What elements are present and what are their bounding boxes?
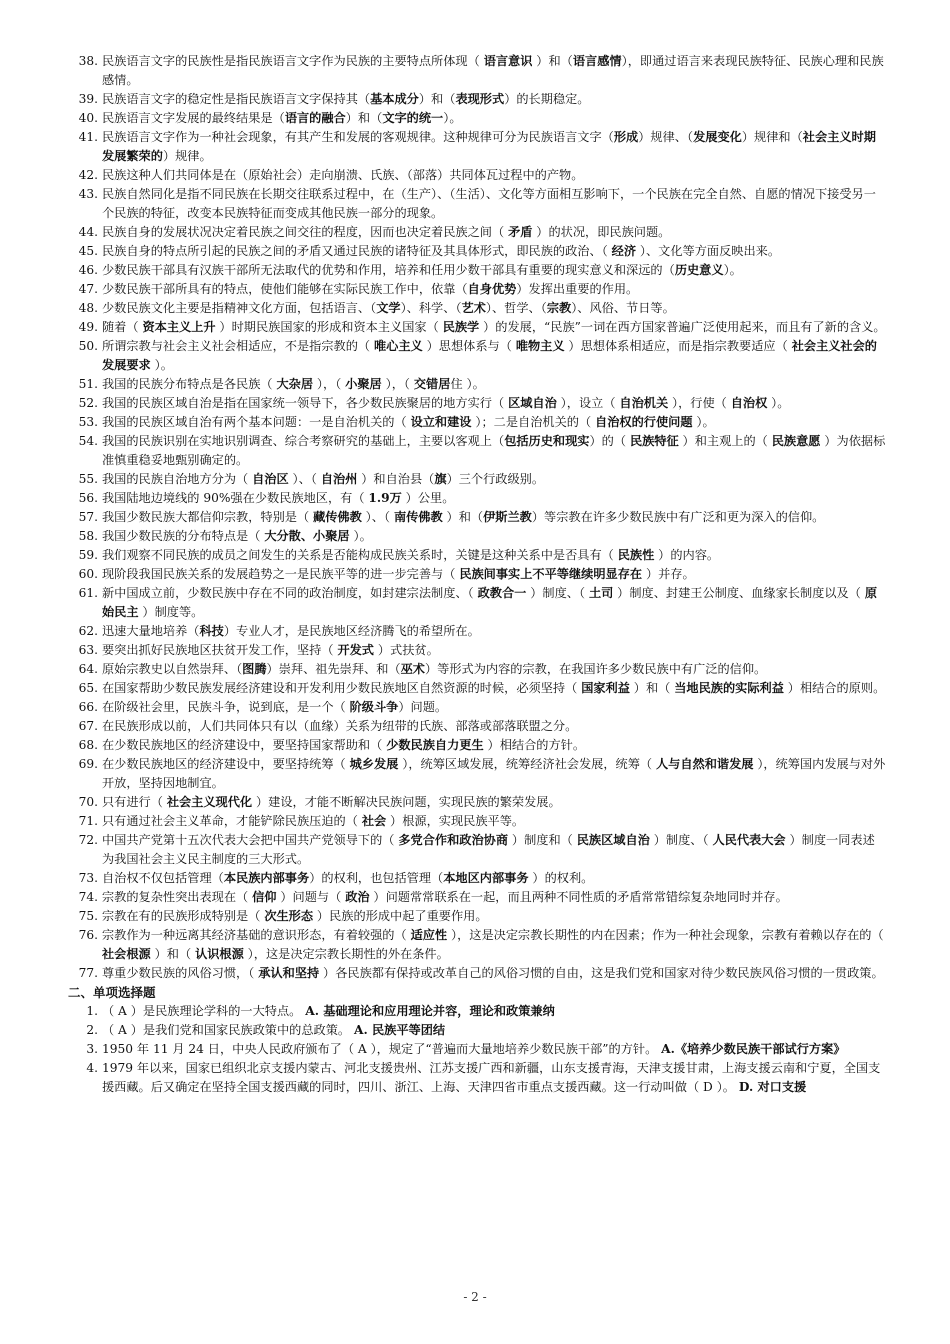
answer-text: 本民族内部事务 xyxy=(223,871,310,885)
item-number: 58. xyxy=(78,529,98,543)
item-text: 民族自身的发展状况决定着民族之间交往的程度，因而也决定着民族之间（ 矛盾 ）的状况，即民族问题。 xyxy=(102,225,671,239)
item-number: 50. xyxy=(78,339,98,353)
fill-item xyxy=(66,508,886,527)
answer-text: 认识根源 xyxy=(195,947,244,961)
item-number: 45. xyxy=(78,244,98,258)
answer-text: 文学 xyxy=(376,301,401,315)
item-number: 76. xyxy=(78,928,98,942)
fill-item xyxy=(66,394,886,413)
fill-item xyxy=(66,679,886,698)
item-number: 73. xyxy=(78,871,98,885)
item-text: 民族这种人们共同体是在（原始社会）走向崩溃、氏族、（部落）共同体瓦过程中的产物。 xyxy=(102,168,584,182)
answer-text: 唯心主义 xyxy=(374,339,423,353)
answer-text: 语言感情 xyxy=(572,54,622,68)
item-number: 55. xyxy=(78,472,98,486)
item-number: 1. xyxy=(86,1004,98,1018)
answer-text: 大杂居 xyxy=(276,377,314,391)
answer-text: 自身优势 xyxy=(467,282,517,296)
fill-item xyxy=(66,698,886,717)
answer-text: 设立和建设 xyxy=(410,415,472,429)
item-number: 51. xyxy=(78,377,98,391)
fill-item xyxy=(66,717,886,736)
answer-text: 民族性 xyxy=(617,548,655,562)
answer-text: 政教合一 xyxy=(477,586,527,600)
item-text: 少数民族干部所具有的特点，使他们能够在实际民族工作中，依靠（自身优势）发挥出重要的作用。 xyxy=(102,282,639,296)
answer-text: 社会主义现代化 xyxy=(166,795,253,809)
fill-item xyxy=(66,375,886,394)
answer-text: 信仰 xyxy=(252,890,277,904)
fill-item xyxy=(66,793,886,812)
item-text: 我国的民族识别在实地识别调查、综合考察研究的基础上，主要以客观上（包括历史和现实）的（ 民族特征 ）和主观上的（ 民族意愿 ）为依据标准慎重稳妥地甄别确定的。 xyxy=(102,434,886,467)
item-text: （ A ）是我们党和国家民族政策中的总政策。 A. 民族平等团结 xyxy=(102,1023,446,1037)
item-number: 72. xyxy=(78,833,98,847)
item-text: 自治权不仅包括管理（本民族内部事务）的权利，也包括管理（本地区内部事务 ）的权利。 xyxy=(102,871,594,885)
item-number: 62. xyxy=(78,624,98,638)
item-text: 在阶级社会里，民族斗争，说到底，是一个（ 阶级斗争）问题。 xyxy=(102,700,448,714)
item-number: 71. xyxy=(78,814,98,828)
answer-text: 艺术 xyxy=(461,301,486,315)
fill-item xyxy=(66,622,886,641)
fill-item xyxy=(66,964,886,983)
fill-item xyxy=(66,337,886,375)
answer-text: 区域自治 xyxy=(508,396,557,410)
fill-item xyxy=(66,109,886,128)
answer-text: 包括历史和现实 xyxy=(504,434,590,448)
answer-text: 自治权 xyxy=(730,396,768,410)
fill-item xyxy=(66,926,886,964)
fill-item xyxy=(66,527,886,546)
fill-item xyxy=(66,318,886,337)
item-text: 民族自身的特点所引起的民族之间的矛盾又通过民族的诸特征及其具体形式，即民族的政治、（ 经济 ）、文化等方面反映出来。 xyxy=(102,244,781,258)
item-number: 39. xyxy=(78,92,98,106)
answer-text: 经济 xyxy=(611,244,637,258)
choice-item xyxy=(66,1021,886,1040)
answer-text: 基本成分 xyxy=(370,92,419,106)
answer-text: A. 基础理论和应用理论并容，理论和政策兼纳 xyxy=(305,1004,555,1018)
fill-item xyxy=(66,869,886,888)
question-list xyxy=(66,52,886,1097)
answer-text: 自治区 xyxy=(252,472,289,486)
item-number: 66. xyxy=(78,700,98,714)
answer-text: 适应性 xyxy=(410,928,448,942)
fill-item xyxy=(66,52,886,90)
fill-item xyxy=(66,565,886,584)
fill-item xyxy=(66,888,886,907)
answer-text: 语言的融合 xyxy=(284,111,346,125)
item-text: 我国的民族分布特点是各民族（ 大杂居 ），（ 小聚居 ），（ 交错居住 ）。 xyxy=(102,377,485,391)
answer-text: 民族区域自治 xyxy=(576,833,650,847)
fill-item xyxy=(66,907,886,926)
answer-text: 国家利益 xyxy=(581,681,630,695)
answer-text: 阶级斗争 xyxy=(349,700,399,714)
item-number: 60. xyxy=(78,567,98,581)
answer-text: 城乡发展 xyxy=(349,757,399,771)
answer-text: 自治机关 xyxy=(619,396,669,410)
fill-item xyxy=(66,90,886,109)
answer-text: 承认和坚持 xyxy=(258,966,320,980)
answer-text: 藏传佛教 xyxy=(313,510,362,524)
answer-text: 旗 xyxy=(434,472,447,486)
section-title: 二、单项选择题 xyxy=(68,985,156,1000)
item-text: （ A ）是民族理论学科的一大特点。 A. 基础理论和应用理论并容，理论和政策兼纳 xyxy=(102,1004,555,1018)
answer-text: 宗教 xyxy=(546,301,572,315)
answer-text: 发展变化 xyxy=(693,130,742,144)
item-text: 少数民族文化主要是指精神文化方面，包括语言、（文学）、科学、（艺术）、哲学、（宗教）、风俗、节日等。 xyxy=(102,301,675,315)
answer-text: 社会根源 xyxy=(102,947,151,961)
item-number: 53. xyxy=(78,415,98,429)
answer-text: 1.9万 xyxy=(368,491,402,505)
item-text: 我国少数民族大都信仰宗教，特别是（ 藏传佛教 ）、（ 南传佛教 ）和（伊斯兰教）等宗教在许多少数民族中有广泛和更为深入的信仰。 xyxy=(102,510,825,524)
answer-text: 巫术 xyxy=(400,662,425,676)
answer-text: 大分散、小聚居 xyxy=(264,529,350,543)
item-number: 63. xyxy=(78,643,98,657)
fill-item xyxy=(66,546,886,565)
item-number: 57. xyxy=(78,510,98,524)
fill-item xyxy=(66,128,886,166)
fill-item xyxy=(66,432,886,470)
answer-text: 民族意愿 xyxy=(771,434,821,448)
item-number: 38. xyxy=(78,54,98,68)
item-text: 少数民族干部具有汉族干部所无法取代的优势和作用，培养和任用少数干部具有重要的现实意义和深远的（历史意义）。 xyxy=(102,263,742,277)
choice-item xyxy=(66,1059,886,1097)
item-text: 在民族形成以前，人们共同体只有以（血缘）关系为纽带的氏族、部落或部落联盟之分。 xyxy=(102,719,578,733)
item-number: 47. xyxy=(78,282,98,296)
item-number: 43. xyxy=(78,187,98,201)
item-number: 54. xyxy=(78,434,98,448)
answer-text: 当地民族的实际利益 xyxy=(674,681,784,695)
item-text: 民族自然同化是指不同民族在长期交往联系过程中，在（生产）、（生活）、文化等方面相互影响下，一个民族在完全自然、自愿的情况下接受另一个民族的特征，改变本民族特征而变成其他民族一部分的现象。 xyxy=(102,187,876,220)
item-number: 3. xyxy=(86,1042,98,1056)
answer-text: 文字的统一 xyxy=(382,111,444,125)
item-text: 只有通过社会主义革命，才能铲除民族压迫的（ 社会 ）根源，实现民族平等。 xyxy=(102,814,525,828)
item-number: 69. xyxy=(78,757,98,771)
answer-text: 本地区内部事务 xyxy=(443,871,529,885)
item-number: 49. xyxy=(78,320,98,334)
fill-item xyxy=(66,641,886,660)
item-number: 65. xyxy=(78,681,98,695)
answer-text: 图腾 xyxy=(242,662,267,676)
fill-item xyxy=(66,261,886,280)
answer-text: 民族间事实上不平等继续明显存在 xyxy=(459,567,643,581)
item-text: 要突出抓好民族地区扶贫开发工作，坚持（ 开发式 ）式扶贫。 xyxy=(102,643,439,657)
item-text: 民族语言文字发展的最终结果是（语言的融合）和（文字的统一）。 xyxy=(102,111,462,125)
answer-text: 原始民主 xyxy=(102,586,877,619)
item-text: 宗教作为一种远离其经济基础的意识形态，有着较强的（ 适应性 ），这是决定宗教长期性的内在因素；作为一种社会现象，宗教有着赖以存在的（ 社会根源 ）和（ 认识根源 ），这是决定宗教长期性的外在条件。 xyxy=(102,928,884,961)
fill-item xyxy=(66,223,886,242)
item-text: 民族语言文字的民族性是指民族语言文字作为民族的主要特点所体现（ 语言意识 ）和（语言感情），即通过语言来表现民族特征、民族心理和民族感情。 xyxy=(102,54,884,87)
item-number: 40. xyxy=(78,111,98,125)
answer-text: 社会主义时期发展繁荣的 xyxy=(102,130,876,163)
answer-text: 人民代表大会 xyxy=(712,833,786,847)
item-text: 民族语言文字作为一种社会现象，有其产生和发展的客观规律。这种规律可分为民族语言文字（形成）规律、（发展变化）规律和（社会主义时期发展繁荣的）规律。 xyxy=(102,130,876,163)
item-text: 新中国成立前，少数民族中存在不同的政治制度，如封建宗法制度、（ 政教合一 ）制度、（ 土司 ）制度、封建王公制度、血缘家长制度以及（ 原始民主 ）制度等。 xyxy=(102,586,877,619)
item-text: 民族语言文字的稳定性是指民族语言文字保持其（基本成分）和（表现形式）的长期稳定。 xyxy=(102,92,590,106)
item-text: 中国共产党第十五次代表大会把中国共产党领导下的（ 多党合作和政治协商 ）制度和（ 民族区域自治 ）制度、（ 人民代表大会 ）制度一同表述为我国社会主义民主制度的三大形式。 xyxy=(102,833,875,866)
item-number: 46. xyxy=(78,263,98,277)
fill-item xyxy=(66,280,886,299)
fill-item xyxy=(66,166,886,185)
answer-text: 伊斯兰教 xyxy=(483,510,532,524)
item-number: 2. xyxy=(86,1023,98,1037)
fill-item xyxy=(66,242,886,261)
choice-item xyxy=(66,1040,886,1059)
answer-text: D. 对口支援 xyxy=(738,1080,807,1094)
answer-text: 开发式 xyxy=(337,643,374,657)
answer-text: 科技 xyxy=(199,624,224,638)
fill-item xyxy=(66,299,886,318)
answer-text: 社会 xyxy=(361,814,387,828)
item-text: 迅速大量地培养（科技）专业人才，是民族地区经济腾飞的希望所在。 xyxy=(102,624,480,638)
item-number: 75. xyxy=(78,909,98,923)
item-text: 所谓宗教与社会主义社会相适应，不是指宗教的（ 唯心主义 ）思想体系与（ 唯物主义 ）思想体系相适应，而是指宗教要适应（ 社会主义社会的发展要求 ）。 xyxy=(102,339,877,372)
item-text: 宗教的复杂性突出表现在（ 信仰 ）问题与（ 政治 ）问题常常联系在一起，而且两种不同性质的矛盾常常错综复杂地同时并存。 xyxy=(102,890,788,904)
answer-text: 形成 xyxy=(613,130,639,144)
item-number: 4. xyxy=(86,1061,98,1075)
item-number: 48. xyxy=(78,301,98,315)
item-number: 61. xyxy=(78,586,98,600)
fill-item xyxy=(66,660,886,679)
answer-text: 资本主义上升 xyxy=(142,320,216,334)
item-text: 1950 年 11 月 24 日，中央人民政府颁布了（ A ），规定了“普遍而大量地培养少数民族干部”的方针。 A.《培养少数民族干部试行方案》 xyxy=(102,1042,846,1056)
fill-item xyxy=(66,812,886,831)
item-text: 我国陆地边境线的 90%强在少数民族地区，有（ 1.9万 ）公里。 xyxy=(102,491,455,505)
item-text: 1979 年以来，国家已组织北京支援内蒙古、河北支援贵州、江苏支援广西和新疆，山东支援青海，天津支援甘肃，上海支援云南和宁夏，全国支援西藏。后又确定在坚持全国支援西藏的同时，四川、浙江、上海、天津四省市重点支援西藏。这一行动叫做（ D ）。 D. 对口支援 xyxy=(102,1061,881,1094)
answer-text: 交错居 xyxy=(413,377,451,391)
answer-text: 南传佛教 xyxy=(393,510,443,524)
answer-text: 人与自然和谐发展 xyxy=(655,757,754,771)
item-text: 在少数民族地区的经济建设中，要坚持统筹（ 城乡发展 ），统筹区域发展，统筹经济社会发展，统筹（ 人与自然和谐发展 ），统筹国内发展与对外开放，坚持因地制宜。 xyxy=(102,757,886,790)
answer-text: A.《培养少数民族干部试行方案》 xyxy=(661,1042,846,1056)
item-text: 原始宗教史以自然崇拜、（图腾）崇拜、祖先崇拜、和（巫术）等形式为内容的宗教，在我国许多少数民族中有广泛的信仰。 xyxy=(102,662,767,676)
fill-item xyxy=(66,185,886,223)
item-text: 我国少数民族的分布特点是（ 大分散、小聚居 ）。 xyxy=(102,529,372,543)
answer-text: 唯物主义 xyxy=(515,339,565,353)
item-number: 59. xyxy=(78,548,98,562)
fill-item xyxy=(66,831,886,869)
item-text: 我国的民族自治地方分为（ 自治区 ）、（ 自治州 ）和自治县（旗）三个行政级别。 xyxy=(102,472,545,486)
item-number: 68. xyxy=(78,738,98,752)
fill-item xyxy=(66,584,886,622)
answer-text: 矛盾 xyxy=(508,225,533,239)
item-text: 我国的民族区域自治有两个基本问题：一是自治机关的（ 设立和建设 ）；二是自治机关的（ 自治权的行使问题 ）。 xyxy=(102,415,715,429)
fill-item xyxy=(66,413,886,432)
fill-item xyxy=(66,489,886,508)
answer-text: 土司 xyxy=(588,586,614,600)
item-text: 在国家帮助少数民族发展经济建设和开发利用少数民族地区自然资源的时候，必须坚持（ 国家利益 ）和（ 当地民族的实际利益 ）相结合的原则。 xyxy=(102,681,886,695)
answer-text: 少数民族自力更生 xyxy=(386,738,484,752)
answer-text: 社会主义社会的发展要求 xyxy=(102,339,877,372)
item-text: 我们观察不同民族的成员之间发生的关系是否能构成民族关系时，关键是这种关系中是否具有（ 民族性 ）的内容。 xyxy=(102,548,720,562)
answer-text: 表现形式 xyxy=(455,92,505,106)
item-text: 我国的民族区域自治是指在国家统一领导下，各少数民族聚居的地方实行（ 区域自治 ），设立（ 自治机关 ），行使（ 自治权 ）。 xyxy=(102,396,790,410)
fill-item xyxy=(66,736,886,755)
fill-item xyxy=(66,755,886,793)
item-text: 在少数民族地区的经济建设中，要坚持国家帮助和（ 少数民族自力更生 ）相结合的方针。 xyxy=(102,738,586,752)
item-number: 52. xyxy=(78,396,98,410)
choice-item xyxy=(66,1002,886,1021)
item-number: 44. xyxy=(78,225,98,239)
answer-text: 历史意义 xyxy=(674,263,724,277)
item-number: 67. xyxy=(78,719,98,733)
fill-item xyxy=(66,470,886,489)
answer-text: A. 民族平等团结 xyxy=(354,1023,446,1037)
answer-text: 语言意识 xyxy=(483,54,533,68)
answer-text: 自治权的行使问题 xyxy=(595,415,693,429)
answer-text: 民族特征 xyxy=(629,434,679,448)
answer-text: 次生形态 xyxy=(264,909,314,923)
item-number: 74. xyxy=(78,890,98,904)
item-number: 64. xyxy=(78,662,98,676)
item-text: 尊重少数民族的风俗习惯，（ 承认和坚持 ）各民族都有保持或改革自己的风俗习惯的自由，这是我们党和国家对待少数民族风俗习惯的一贯政策。 xyxy=(102,966,884,980)
item-text: 只有进行（ 社会主义现代化 ）建设，才能不断解决民族问题，实现民族的繁荣发展。 xyxy=(102,795,561,809)
answer-text: 多党合作和政治协商 xyxy=(398,833,509,847)
item-number: 56. xyxy=(78,491,98,505)
answer-text: 政治 xyxy=(345,890,370,904)
item-number: 42. xyxy=(78,168,98,182)
item-number: 77. xyxy=(78,966,98,980)
page-number: - 2 - xyxy=(463,1290,487,1304)
answer-text: 民族学 xyxy=(442,320,480,334)
item-number: 41. xyxy=(78,130,98,144)
item-text: 随着（ 资本主义上升 ）时期民族国家的形成和资本主义国家（ 民族学 ）的发展，“民族”一词在西方国家普遍广泛使用起来，而且有了新的含义。 xyxy=(102,320,886,334)
answer-text: 自治州 xyxy=(320,472,358,486)
item-text: 宗教在有的民族形成特别是（ 次生形态 ）民族的形成中起了重要作用。 xyxy=(102,909,488,923)
answer-text: 小聚居 xyxy=(345,377,382,391)
item-text: 现阶段我国民族关系的发展趋势之一是民族平等的进一步完善与（ 民族间事实上不平等继续明显存在 ）并存。 xyxy=(102,567,695,581)
item-number: 70. xyxy=(78,795,98,809)
